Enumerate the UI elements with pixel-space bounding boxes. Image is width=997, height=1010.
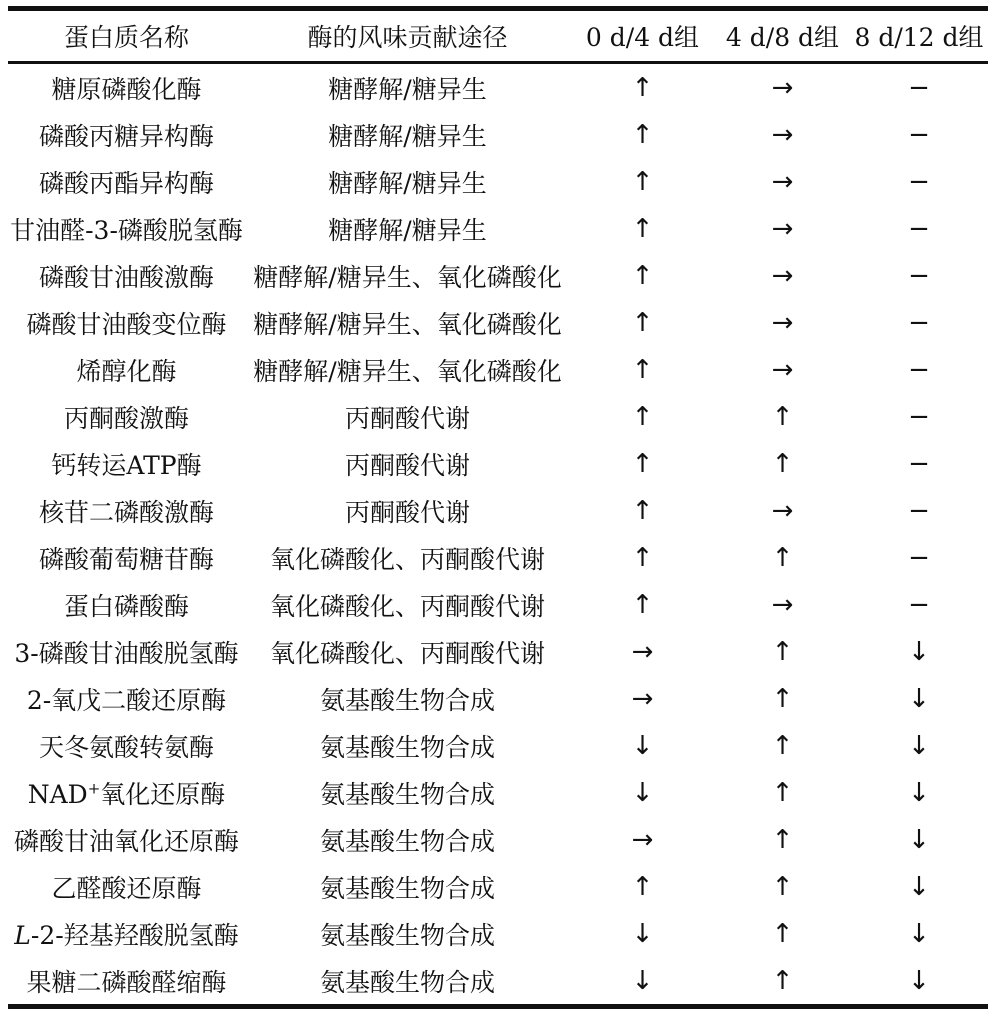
cell-pathway: 糖酵解/糖异生 [328, 215, 487, 245]
cell-protein-name: 果糖二磷酸醛缩酶 [26, 967, 227, 997]
cell-protein-name: 甘油醛-3-磷酸脱氢酶 [10, 215, 243, 245]
header-group-4-8: 4 d/8 d组 [725, 23, 840, 52]
cell-protein-name: 乙醛酸还原酶 [51, 873, 202, 903]
cell-pathway: 糖酵解/糖异生、氧化磷酸化 [253, 309, 562, 339]
cell-trend-0-4: ↑ [631, 119, 654, 150]
cell-trend-8-12: − [908, 401, 930, 432]
cell-trend-8-12: − [908, 589, 930, 620]
table-row [8, 252, 988, 299]
table-body [8, 63, 988, 1007]
header-protein-name: 蛋白质名称 [63, 23, 189, 52]
cell-trend-4-8: → [771, 589, 794, 620]
cell-trend-0-4: ↑ [631, 307, 654, 338]
cell-trend-4-8: ↑ [771, 448, 794, 479]
header-group-0-4: 0 d/4 d组 [585, 23, 700, 52]
name-prefix: NAD [27, 779, 88, 809]
cell-pathway: 氨基酸生物合成 [319, 685, 495, 715]
cell-trend-4-8: ↑ [771, 824, 794, 855]
cell-protein-name [8, 910, 245, 957]
cell-trend-8-12: − [908, 495, 930, 526]
cell-pathway: 糖酵解/糖异生 [328, 168, 487, 198]
cell-pathway: 氧化磷酸化、丙酮酸代谢 [269, 544, 545, 574]
table-row [8, 393, 988, 440]
cell-trend-4-8: → [771, 307, 794, 338]
cell-trend-0-4: → [631, 683, 654, 714]
cell-pathway: 糖酵解/糖异生 [328, 121, 487, 151]
cell-trend-4-8: → [771, 354, 794, 385]
cell-trend-0-4: ↑ [631, 448, 654, 479]
cell-trend-0-4: ↑ [631, 589, 654, 620]
table-row [8, 299, 988, 346]
cell-trend-4-8: → [771, 260, 794, 291]
cell-protein-name: 磷酸丙糖异构酶 [38, 121, 214, 151]
cell-trend-0-4: ↓ [631, 965, 654, 996]
cell-pathway: 氨基酸生物合成 [319, 826, 495, 856]
header-group-8-12: 8 d/12 d组 [854, 23, 984, 52]
cell-trend-4-8: → [771, 166, 794, 197]
cell-trend-4-8: ↑ [771, 730, 794, 761]
name-italic-prefix: L [14, 920, 31, 950]
cell-pathway: 丙酮酸代谢 [344, 403, 470, 433]
cell-trend-8-12: − [908, 542, 930, 573]
table-row [8, 581, 988, 628]
cell-trend-8-12: − [908, 448, 930, 479]
table-row [8, 534, 988, 581]
table-row [8, 910, 988, 957]
cell-pathway: 糖酵解/糖异生、氧化磷酸化 [253, 262, 562, 292]
cell-trend-8-12: ↓ [908, 871, 930, 902]
table-header [8, 9, 988, 63]
enzyme-table-container [8, 6, 988, 1009]
cell-protein-name: 蛋白磷酸酶 [63, 591, 189, 621]
cell-trend-0-4: ↑ [631, 542, 654, 573]
cell-trend-4-8: ↑ [771, 401, 794, 432]
cell-pathway: 氨基酸生物合成 [319, 873, 495, 903]
cell-trend-8-12: − [908, 260, 930, 291]
cell-trend-4-8: → [771, 72, 794, 103]
cell-protein-name: 烯醇化酶 [76, 356, 177, 386]
cell-trend-0-4: → [631, 824, 654, 855]
cell-trend-8-12: ↓ [908, 965, 930, 996]
cell-trend-0-4: → [631, 636, 654, 667]
cell-protein-name: 磷酸丙酯异构酶 [38, 168, 214, 198]
cell-trend-8-12: − [908, 307, 930, 338]
cell-protein-name: 磷酸甘油氧化还原酶 [13, 826, 239, 856]
table-row [8, 346, 988, 393]
table-row [8, 769, 988, 816]
table-row [8, 111, 988, 158]
cell-protein-name: 天冬氨酸转氨酶 [38, 732, 214, 762]
cell-trend-4-8: ↑ [771, 777, 794, 808]
cell-trend-4-8: ↑ [771, 683, 794, 714]
cell-trend-4-8: → [771, 495, 794, 526]
cell-pathway: 氨基酸生物合成 [319, 732, 495, 762]
cell-trend-8-12: ↓ [908, 730, 930, 761]
table-row [8, 205, 988, 252]
cell-trend-8-12: ↓ [908, 777, 930, 808]
cell-trend-0-4: ↑ [631, 166, 654, 197]
cell-protein-name: 钙转运ATP酶 [51, 450, 202, 480]
cell-trend-8-12: ↓ [908, 683, 930, 714]
superscript-plus: + [87, 779, 101, 798]
cell-trend-4-8: → [771, 119, 794, 150]
name-rest: -2-羟基羟酸脱氢酶 [30, 920, 239, 950]
cell-trend-4-8: ↑ [771, 965, 794, 996]
cell-trend-4-8: ↑ [771, 636, 794, 667]
cell-trend-4-8: ↑ [771, 918, 794, 949]
cell-pathway: 氨基酸生物合成 [319, 779, 495, 809]
cell-trend-0-4: ↓ [631, 777, 654, 808]
cell-trend-8-12: − [908, 354, 930, 385]
table-row [8, 957, 988, 1007]
cell-pathway: 氧化磷酸化、丙酮酸代谢 [269, 591, 545, 621]
table-row [8, 675, 988, 722]
cell-trend-0-4: ↑ [631, 495, 654, 526]
header-pathway: 酶的风味贡献途径 [307, 23, 508, 52]
cell-pathway: 氨基酸生物合成 [319, 967, 495, 997]
table-row [8, 158, 988, 205]
cell-pathway: 糖酵解/糖异生、氧化磷酸化 [253, 356, 562, 386]
cell-trend-4-8: ↑ [771, 542, 794, 573]
table-row [8, 722, 988, 769]
table-row [8, 863, 988, 910]
cell-pathway: 糖酵解/糖异生 [328, 74, 487, 104]
cell-pathway: 氧化磷酸化、丙酮酸代谢 [269, 638, 545, 668]
cell-trend-8-12: − [908, 166, 930, 197]
cell-protein-name: 3-磷酸甘油酸脱氢酶 [14, 638, 239, 668]
cell-trend-8-12: − [908, 72, 930, 103]
table-row [8, 816, 988, 863]
cell-trend-4-8: → [771, 213, 794, 244]
cell-protein-name [8, 769, 245, 816]
header-row [8, 9, 988, 63]
cell-pathway: 氨基酸生物合成 [319, 920, 495, 950]
cell-trend-0-4: ↓ [631, 918, 654, 949]
cell-trend-0-4: ↑ [631, 354, 654, 385]
cell-trend-8-12: − [908, 213, 930, 244]
cell-protein-name: 磷酸甘油酸激酶 [38, 262, 214, 292]
cell-trend-4-8: ↑ [771, 871, 794, 902]
cell-pathway: 丙酮酸代谢 [344, 497, 470, 527]
cell-trend-0-4: ↑ [631, 401, 654, 432]
cell-trend-8-12: − [908, 119, 930, 150]
cell-protein-name: 丙酮酸激酶 [63, 403, 189, 433]
cell-protein-name: 糖原磷酸化酶 [51, 74, 202, 104]
table-row [8, 440, 988, 487]
cell-trend-8-12: ↓ [908, 636, 930, 667]
cell-protein-name: 磷酸葡萄糖苷酶 [38, 544, 214, 574]
cell-trend-8-12: ↓ [908, 918, 930, 949]
enzyme-table [8, 6, 988, 1009]
cell-trend-8-12: ↓ [908, 824, 930, 855]
table-row [8, 628, 988, 675]
cell-trend-0-4: ↑ [631, 72, 654, 103]
cell-trend-0-4: ↑ [631, 260, 654, 291]
cell-protein-name: 磷酸甘油酸变位酶 [26, 309, 227, 339]
cell-trend-0-4: ↓ [631, 730, 654, 761]
cell-trend-0-4: ↑ [631, 871, 654, 902]
cell-trend-0-4: ↑ [631, 213, 654, 244]
table-row [8, 487, 988, 534]
table-row [8, 63, 988, 112]
cell-protein-name: 2-氧戊二酸还原酶 [26, 685, 227, 715]
name-suffix: 氧化还原酶 [100, 779, 226, 809]
cell-pathway: 丙酮酸代谢 [344, 450, 470, 480]
cell-protein-name: 核苷二磷酸激酶 [38, 497, 214, 527]
